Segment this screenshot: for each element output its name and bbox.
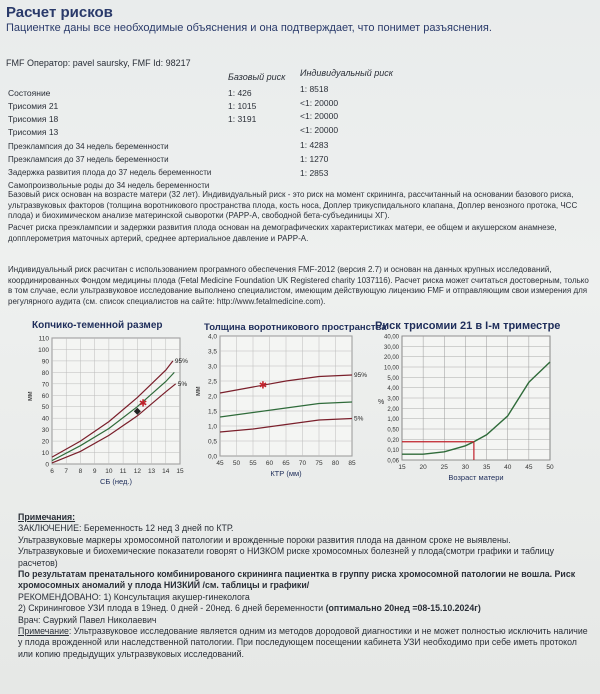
y-tick-label: 60 xyxy=(41,392,49,400)
y-axis-label: % xyxy=(378,399,385,406)
x-tick-label: 11 xyxy=(119,468,127,475)
operator-line: FMF Оператор: pavel saursky, FMF Id: 98217 xyxy=(6,58,191,68)
y-tick-label: 1,00 xyxy=(387,417,399,424)
low-risk-line: Ультразвуковые и биохемические показатели говорят о НИЗКОМ риске хромосомных болезней у плода(смотри графики и таблицу расчетов) xyxy=(18,546,555,568)
page-title: Расчет рисков xyxy=(6,4,113,21)
y-tick-label: 30 xyxy=(41,427,49,435)
y-tick-label: 50 xyxy=(41,404,49,412)
x-tick-label: 70 xyxy=(298,460,307,467)
y-tick-label: 20,00 xyxy=(383,355,399,362)
x-tick-label: 50 xyxy=(232,460,241,467)
percentile-label: 5% xyxy=(177,380,188,388)
y-tick-label: 2,0 xyxy=(207,393,217,401)
y-tick-label: 40 xyxy=(41,415,49,423)
x-tick-label: 35 xyxy=(482,464,491,471)
risk-row-individual: <1: 20000 xyxy=(300,111,339,121)
y-tick-label: 4,00 xyxy=(387,386,399,393)
risk-row-label: Самопроизвольные роды до 34 недель беременности xyxy=(8,181,210,190)
y-tick-label: 0,0 xyxy=(207,453,217,461)
plot-area xyxy=(52,338,180,464)
y-tick-label: 0,50 xyxy=(387,427,399,434)
y-tick-label: 0,20 xyxy=(387,437,399,444)
recommendation-line: РЕКОМЕНДОВАНО: 1) Консультация акушер-гинеколога xyxy=(18,591,250,602)
t21-chart xyxy=(378,335,554,483)
markers-line: Ультразвуковые маркеры хромосомной патологии и врожденные пороки развития плода на данном сроке не выявлены. xyxy=(18,534,511,545)
x-tick-label: 13 xyxy=(147,468,156,475)
y-tick-label: 30,00 xyxy=(383,344,399,351)
x-tick-label: 30 xyxy=(461,464,470,471)
y-tick-label: 5,00 xyxy=(387,375,399,382)
risk-row-label: Состояние xyxy=(8,88,51,98)
y-tick-label: 3,00 xyxy=(387,396,399,403)
risk-row-label: Преэклампсия до 34 недель беременности xyxy=(8,142,169,151)
y-tick-label: 1,0 xyxy=(207,423,217,431)
notes-block xyxy=(18,512,588,660)
x-axis-label: Возраст матери xyxy=(448,473,504,482)
x-tick-label: 25 xyxy=(440,464,448,471)
crl-chart xyxy=(27,336,188,487)
risk-row-label: Преэклампсия до 37 недель беременности xyxy=(8,155,169,164)
preeclampsia-paragraph: Расчет риска преэклампсии и задержки развития плода основан на демографических характеристиках матери, ее общем и акушерском анамнезе, допплерометрия маточных артерий, среднее артериальное давление и PAPP-A. xyxy=(8,223,557,243)
y-tick-label: 3,5 xyxy=(207,348,217,356)
y-tick-label: 0,06 xyxy=(387,458,399,465)
y-tick-label: 0,5 xyxy=(207,438,217,446)
y-tick-label: 40,00 xyxy=(383,334,399,341)
risk-row-label: Трисомия 13 xyxy=(8,127,59,137)
y-tick-label: 10 xyxy=(41,450,49,458)
risk-row-label: Трисомия 18 xyxy=(8,114,59,124)
risk-row-label: Задержка развития плода до 37 недель беременности xyxy=(8,168,212,177)
y-tick-label: 2,5 xyxy=(207,378,217,386)
x-tick-label: 15 xyxy=(176,468,184,475)
software-paragraph: Индивидуальный риск расчитан с использованием програмного обеспечения FMF-2012 (версия 2.7) и основан на данных крупных исследований, координированных Фондом медицины плода (Fetal Medicine Foundation UK Registered charity 1037116). Расчет риска может считаться достоверным, только в том случае, если ультразвуковое исследование выполнено специалистом, имеющим действующую лицензию FMF и отправляющим свои измерения для регулярного аудита (см. список специалистов на сайте: http://www.fetalmedicine.com). xyxy=(8,265,589,306)
risk-row-individual: <1: 20000 xyxy=(300,125,339,135)
x-tick-label: 85 xyxy=(348,460,356,467)
risk-row-label: Трисомия 21 xyxy=(8,101,59,111)
percentile-label: 95% xyxy=(174,357,188,365)
y-tick-label: 0,10 xyxy=(387,448,399,455)
x-tick-label: 80 xyxy=(331,460,340,467)
y-tick-label: 4,0 xyxy=(207,334,217,341)
chart-title-t21: Риск трисомии 21 в I-м триместре xyxy=(375,320,561,332)
disclaimer-text: : Ультразвуковое исследование является одним из методов дородовой диагностики и не может полностью исключить наличие у плода врожденной или наследственной патологии. При последующем посещении кабинета УЗИ необходимо при себе иметь протокол или копию предыдущих ультразвуковых исследований. xyxy=(18,626,588,659)
y-tick-label: 110 xyxy=(38,335,49,343)
risk-row-base: 1: 426 xyxy=(228,88,252,98)
x-tick-label: 45 xyxy=(216,460,224,467)
y-tick-label: 90 xyxy=(41,358,49,366)
consent-line: Пациентке даны все необходимые объяснения и она подтверждает, что понимет разъяснения. xyxy=(6,22,492,34)
disclaimer-label: Примечание xyxy=(18,626,69,637)
x-tick-label: 9 xyxy=(92,468,97,475)
y-tick-label: 1,5 xyxy=(207,408,217,416)
risk-row-base: 1: 3191 xyxy=(228,114,257,124)
x-tick-label: 50 xyxy=(546,464,554,471)
x-tick-label: 15 xyxy=(398,464,406,471)
base-risk-header: Базовый риск xyxy=(228,72,286,82)
risk-row-individual: <1: 20000 xyxy=(300,98,339,108)
x-tick-label: 7 xyxy=(64,468,69,475)
y-tick-label: 2,00 xyxy=(387,406,399,413)
method-paragraph: Базовый риск основан на возрасте матери (32 лет). Индивидуальный риск - это риск на момент скрининга, рассчитанный на основании базового риска, ультразвуковых факторов (толщина воротникового пространства плода, кость носа, Доплер трикуспидального клапана, Доплер венозного протока, ЧСС плода) и биохимическом анализе материнской сыворотки (PAPP-A, свободной бета-субъединицы ХГ). xyxy=(8,190,578,220)
screening-result-line: По результатам пренатального комбинированого скрининга пациентка в группу риска хромосомной патологии не вошла. Риск хромосомных аномалий у плода НИЗКИЙ /см. таблицы и графики/ xyxy=(18,569,576,591)
nt-chart xyxy=(195,334,367,478)
y-tick-label: 80 xyxy=(41,369,49,377)
y-tick-label: 70 xyxy=(41,381,49,389)
percentile-label: 95% xyxy=(354,372,368,379)
y-tick-label: 100 xyxy=(38,346,49,354)
notes-heading: Примечания: xyxy=(18,512,76,522)
recommendation-dates: 2) Скрининговое УЗИ плода в 19нед. 0 дней - 20нед. 6 дней беременности xyxy=(18,603,326,614)
y-axis-label: мм xyxy=(195,386,202,396)
second-recommendation-line xyxy=(18,603,588,614)
x-tick-label: 55 xyxy=(249,460,257,467)
individual-risk-header: Индивидуальный риск xyxy=(300,68,394,78)
conclusion-line: ЗАКЛЮЧЕНИЕ: Беременность 12 нед 3 дней по КТР. xyxy=(18,523,234,534)
risk-row-individual: 1: 1270 xyxy=(300,154,329,164)
y-tick-label: 0 xyxy=(45,461,49,469)
chart-title-crl: Копчико-теменной размер xyxy=(32,320,163,331)
chart-title-nt: Толщина воротникового пространства xyxy=(204,322,387,333)
risk-row-base: 1: 1015 xyxy=(228,101,257,111)
percentile-label: 5% xyxy=(354,415,364,423)
x-axis-label: КТР (мм) xyxy=(270,469,302,478)
x-tick-label: 10 xyxy=(105,468,113,475)
patient-marker: ✱ xyxy=(258,380,268,392)
x-tick-label: 65 xyxy=(282,460,290,467)
doctor-line: Врач: Сауркий Павел Николаевич xyxy=(18,614,157,625)
x-tick-label: 14 xyxy=(162,468,170,475)
charts-svg xyxy=(0,334,600,514)
optimal-date: (оптимально 20нед =08-15.10.2024г) xyxy=(325,603,481,614)
patient-marker: ✱ xyxy=(138,398,148,410)
x-tick-label: 20 xyxy=(419,464,427,471)
x-tick-label: 60 xyxy=(265,460,274,467)
risk-row-individual: 1: 8518 xyxy=(300,84,329,94)
y-tick-label: 10,00 xyxy=(383,365,399,372)
y-axis-label: мм xyxy=(27,391,34,401)
x-tick-label: 75 xyxy=(315,460,323,467)
x-tick-label: 8 xyxy=(78,468,83,475)
y-tick-label: 20 xyxy=(41,438,49,446)
risk-row-individual: 1: 2853 xyxy=(300,168,329,178)
x-tick-label: 12 xyxy=(133,468,141,475)
x-tick-label: 45 xyxy=(525,464,533,471)
y-tick-label: 3,0 xyxy=(207,363,217,371)
x-tick-label: 6 xyxy=(50,468,54,475)
x-axis-label: СБ (нед.) xyxy=(99,477,133,486)
x-tick-label: 40 xyxy=(504,464,512,471)
disclaimer-line xyxy=(18,626,588,660)
risk-row-individual: 1: 4283 xyxy=(300,140,329,150)
